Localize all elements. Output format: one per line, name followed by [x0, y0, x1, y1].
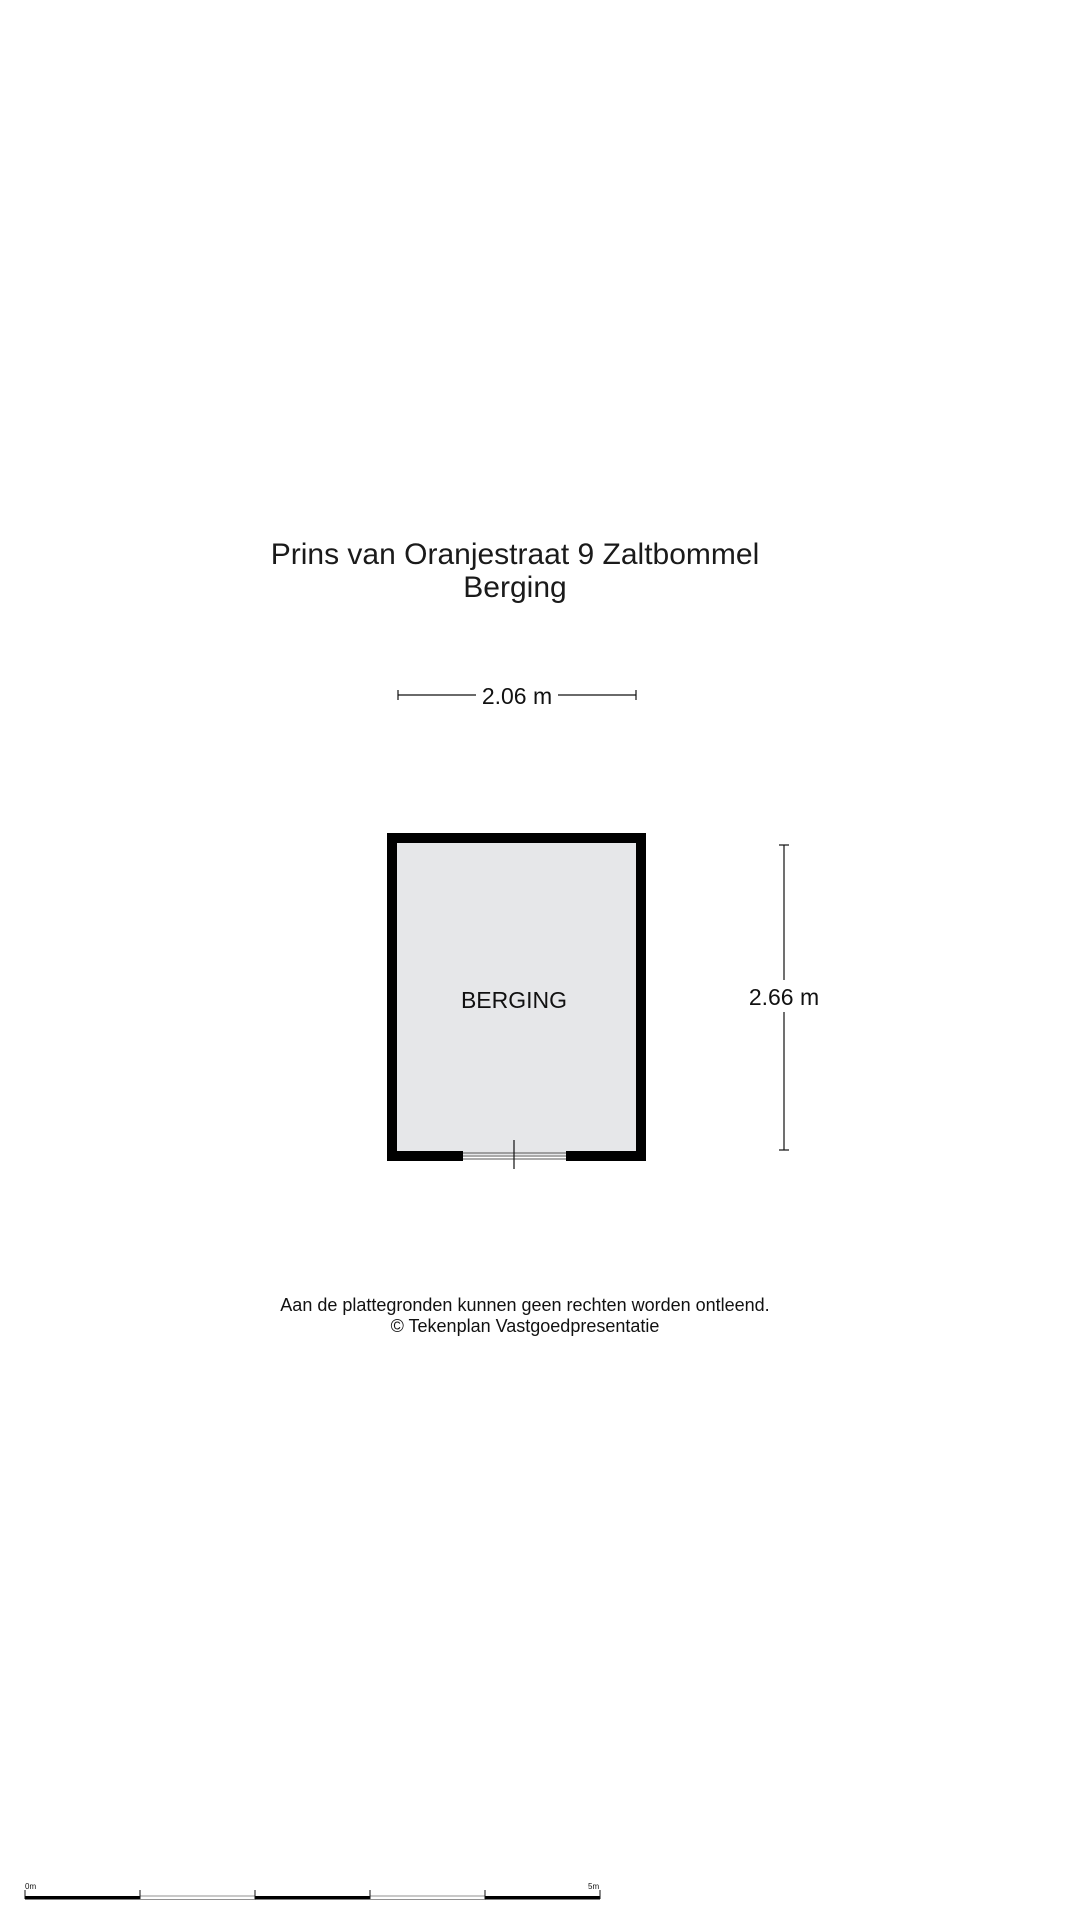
plan-title-address: Prins van Oranjestraat 9 Zaltbommel: [270, 538, 760, 571]
room-berging: [387, 833, 646, 1169]
height-dimension-label: 2.66 m: [748, 984, 820, 1010]
disclaimer: [0, 1295, 1050, 1337]
scale-bar-segment-3: [255, 1896, 370, 1900]
height-dimension: [749, 845, 819, 1150]
scale-bar-segment-5: [485, 1896, 600, 1900]
disclaimer-line-1: Aan de plattegronden kunnen geen rechten worden ontleend.: [280, 1295, 770, 1315]
width-dimension-label: 2.06 m: [481, 683, 553, 709]
room-label: BERGING: [460, 987, 568, 1013]
disclaimer-line-2: © Tekenplan Vastgoedpresentatie: [390, 1316, 660, 1336]
scale-bar-segment-1: [25, 1896, 140, 1900]
width-dimension: [398, 683, 636, 709]
scale-bar-segment-4: [370, 1896, 485, 1900]
scale-bar: [25, 1882, 600, 1900]
scale-bar-segment-2: [140, 1896, 255, 1900]
scale-bar-end-label: 5m: [588, 1882, 600, 1891]
plan-title-floor: Berging: [463, 571, 567, 604]
scale-bar-start-label: 0m: [25, 1882, 37, 1891]
